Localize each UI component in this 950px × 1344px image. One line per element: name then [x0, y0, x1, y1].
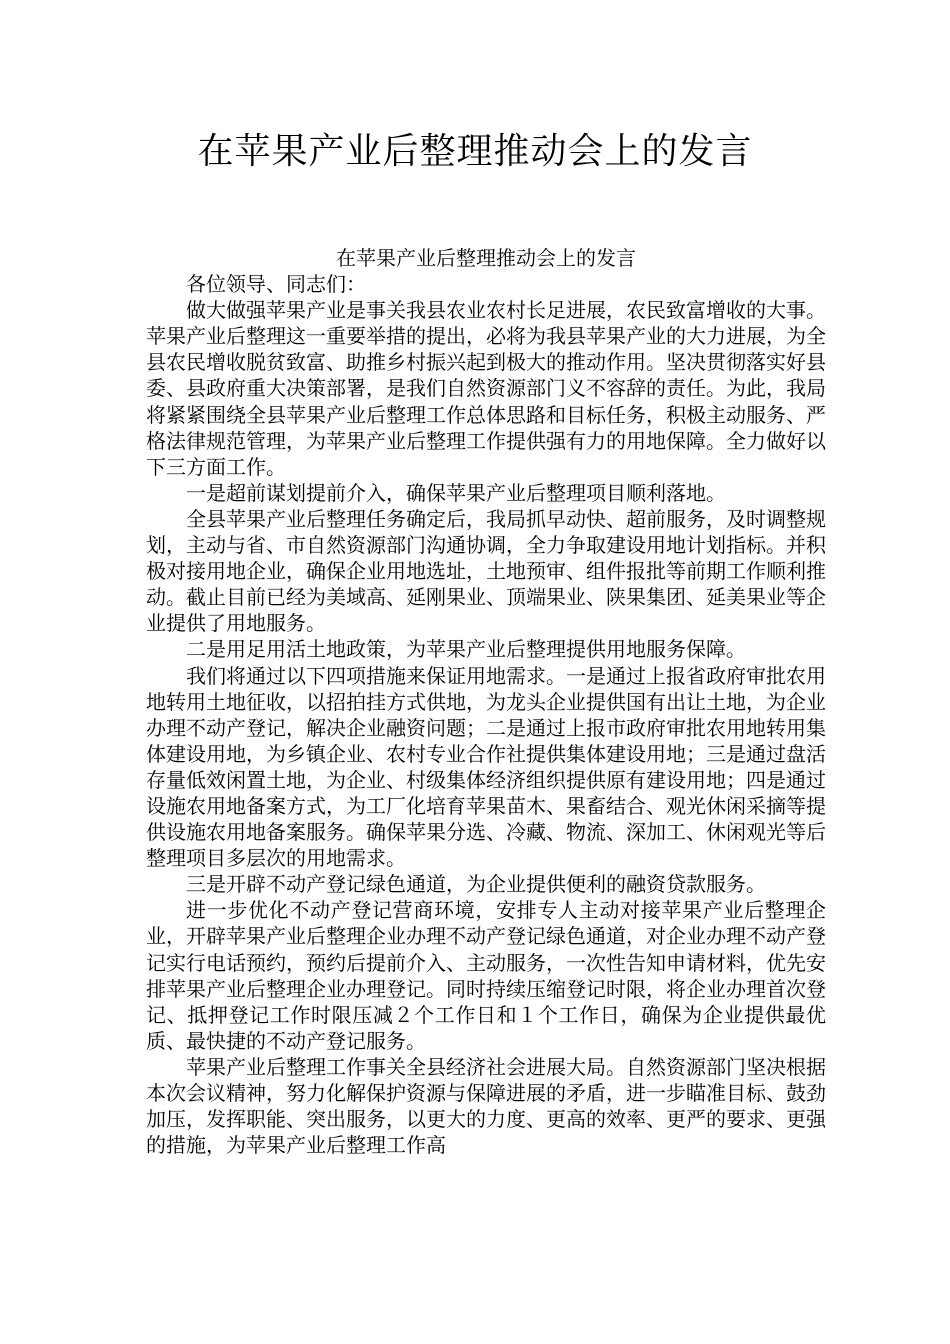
section-paragraph-3: 进一步优化不动产登记营商环境，安排专人主动对接苹果产业后整理企业，开辟苹果产业后整理企业办理不动产登记绿色通道，对企业办理不动产登记实行电话预约，预约后提前介入、主动服务，一次性告知申请材料，优先安排苹果产业后整理企业办理登记。同时持续压缩登记时限，将企业办理首次登记、抵押登记工作时限压减２个工作日和１个工作日，确保为企业提供最优质、最快捷的不动产登记服务。	[146, 898, 826, 1053]
intro-paragraph: 做大做强苹果产业是事关我县农业农村长足进展，农民致富增收的大事。苹果产业后整理这一重要举措的提出，必将为我县苹果产业的大力进展，为全县农民增收脱贫致富、助推乡村振兴起到极大的推动作用。坚决贯彻落实好县委、县政府重大决策部署，是我们自然资源部门义不容辞的责任。为此，我局将紧紧围绕全县苹果产业后整理工作总体思路和目标任务，积极主动服务、严格法律规范管理，为苹果产业后整理工作提供强有力的用地保障。全力做好以下三方面工作。	[146, 298, 826, 479]
section-paragraph-2: 我们将通过以下四项措施来保证用地需求。一是通过上报省政府审批农用地转用土地征收，以招拍挂方式供地，为龙头企业提供国有出让土地，为企业办理不动产登记，解决企业融资问题；二是通过上报市政府审批农用地转用集体建设用地，为乡镇企业、农村专业合作社提供集体建设用地；三是通过盘活存量低效闲置土地，为企业、村级集体经济组织提供原有建设用地；四是通过设施农用地备案方式，为工厂化培育苹果苗木、果畜结合、观光休闲采摘等提供设施农用地备案服务。确保苹果分选、冷藏、物流、深加工、休闲观光等后整理项目多层次的用地需求。	[146, 663, 826, 871]
closing-paragraph: 苹果产业后整理工作事关全县经济社会进展大局。自然资源部门坚决根据本次会议精神，努力化解保护资源与保障进展的矛盾，进一步瞄准目标、鼓劲加压，发挥职能、突出服务，以更大的力度、更高的效率、更严的要求、更强的措施，为苹果产业后整理工作高	[146, 1054, 826, 1158]
section-paragraph-1: 全县苹果产业后整理任务确定后，我局抓早动快、超前服务，及时调整规划，主动与省、市自然资源部门沟通协调，全力争取建设用地计划指标。并积极对接用地企业，确保企业用地选址，土地预审、组件报批等前期工作顺利推动。截止目前已经为美域高、延刚果业、顶端果业、陕果集团、延美果业等企业提供了用地服务。	[146, 506, 826, 636]
document-body	[146, 245, 826, 1158]
section-heading-3: 三是开辟不动产登记绿色通道，为企业提供便利的融资贷款服务。	[186, 872, 766, 897]
salutation: 各位领导、同志们：	[186, 272, 366, 297]
speech-subtitle: 在苹果产业后整理推动会上的发言	[336, 246, 636, 270]
section-heading-2: 二是用足用活土地政策，为苹果产业后整理提供用地服务保障。	[186, 637, 746, 662]
document-title: 在苹果产业后整理推动会上的发言	[197, 131, 753, 172]
section-heading-1: 一是超前谋划提前介入，确保苹果产业后整理项目顺利落地。	[186, 480, 726, 505]
